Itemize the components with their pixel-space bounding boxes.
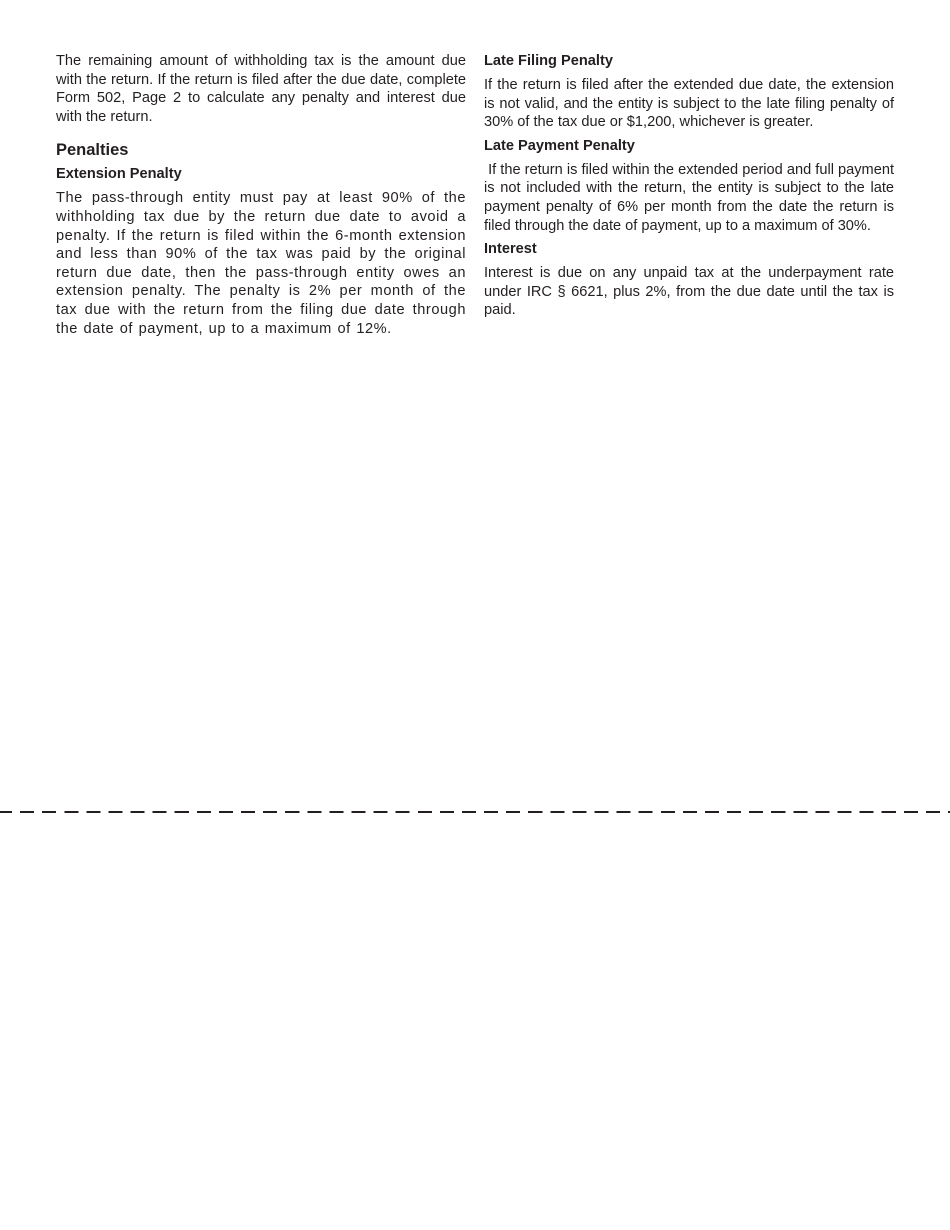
extension-penalty-paragraph: The pass-through entity must pay at least 90% of the withholding tax due by the return due date to avoid a penalty. If the return is filed within the 6-month extension and less than 90% of the tax was paid by the original return due date, then the pass-through entity owes an extension penalty. The penalty is 2% per month of the tax due with the return from the filing due date through the date of payment, up to a maximum of 12%.	[56, 190, 466, 337]
extension-penalty-heading: Extension Penalty	[56, 166, 182, 183]
dashed-cut-line	[0, 811, 950, 813]
late-payment-penalty-paragraph: If the return is filed within the extended period and full payment is not included with the return, the entity is subject to the late payment penalty of 6% per month from the date the return is filed through the date of payment, up to a maximum of 30%.	[484, 161, 899, 234]
intro-paragraph: The remaining amount of withholding tax is the amount due with the return. If the return is filed after the due date, complete Form 502, Page 2 to calculate any penalty and interest due with the return.	[56, 53, 466, 125]
late-filing-penalty-heading: Late Filing Penalty	[484, 53, 613, 69]
left-column	[56, 52, 466, 338]
late-filing-penalty-paragraph: If the return is filed after the extended due date, the extension is not valid, and the entity is subject to the late filing penalty of 30% of the tax due or $1,200, whichever is greater.	[484, 77, 894, 131]
right-column	[484, 52, 899, 320]
penalties-heading: Penalties	[56, 141, 129, 160]
interest-paragraph: Interest is due on any unpaid tax at the underpayment rate under IRC § 6621, plus 2%, from the due date until the tax is paid.	[484, 265, 894, 319]
interest-heading: Interest	[484, 241, 537, 258]
late-payment-penalty-heading: Late Payment Penalty	[484, 137, 635, 154]
